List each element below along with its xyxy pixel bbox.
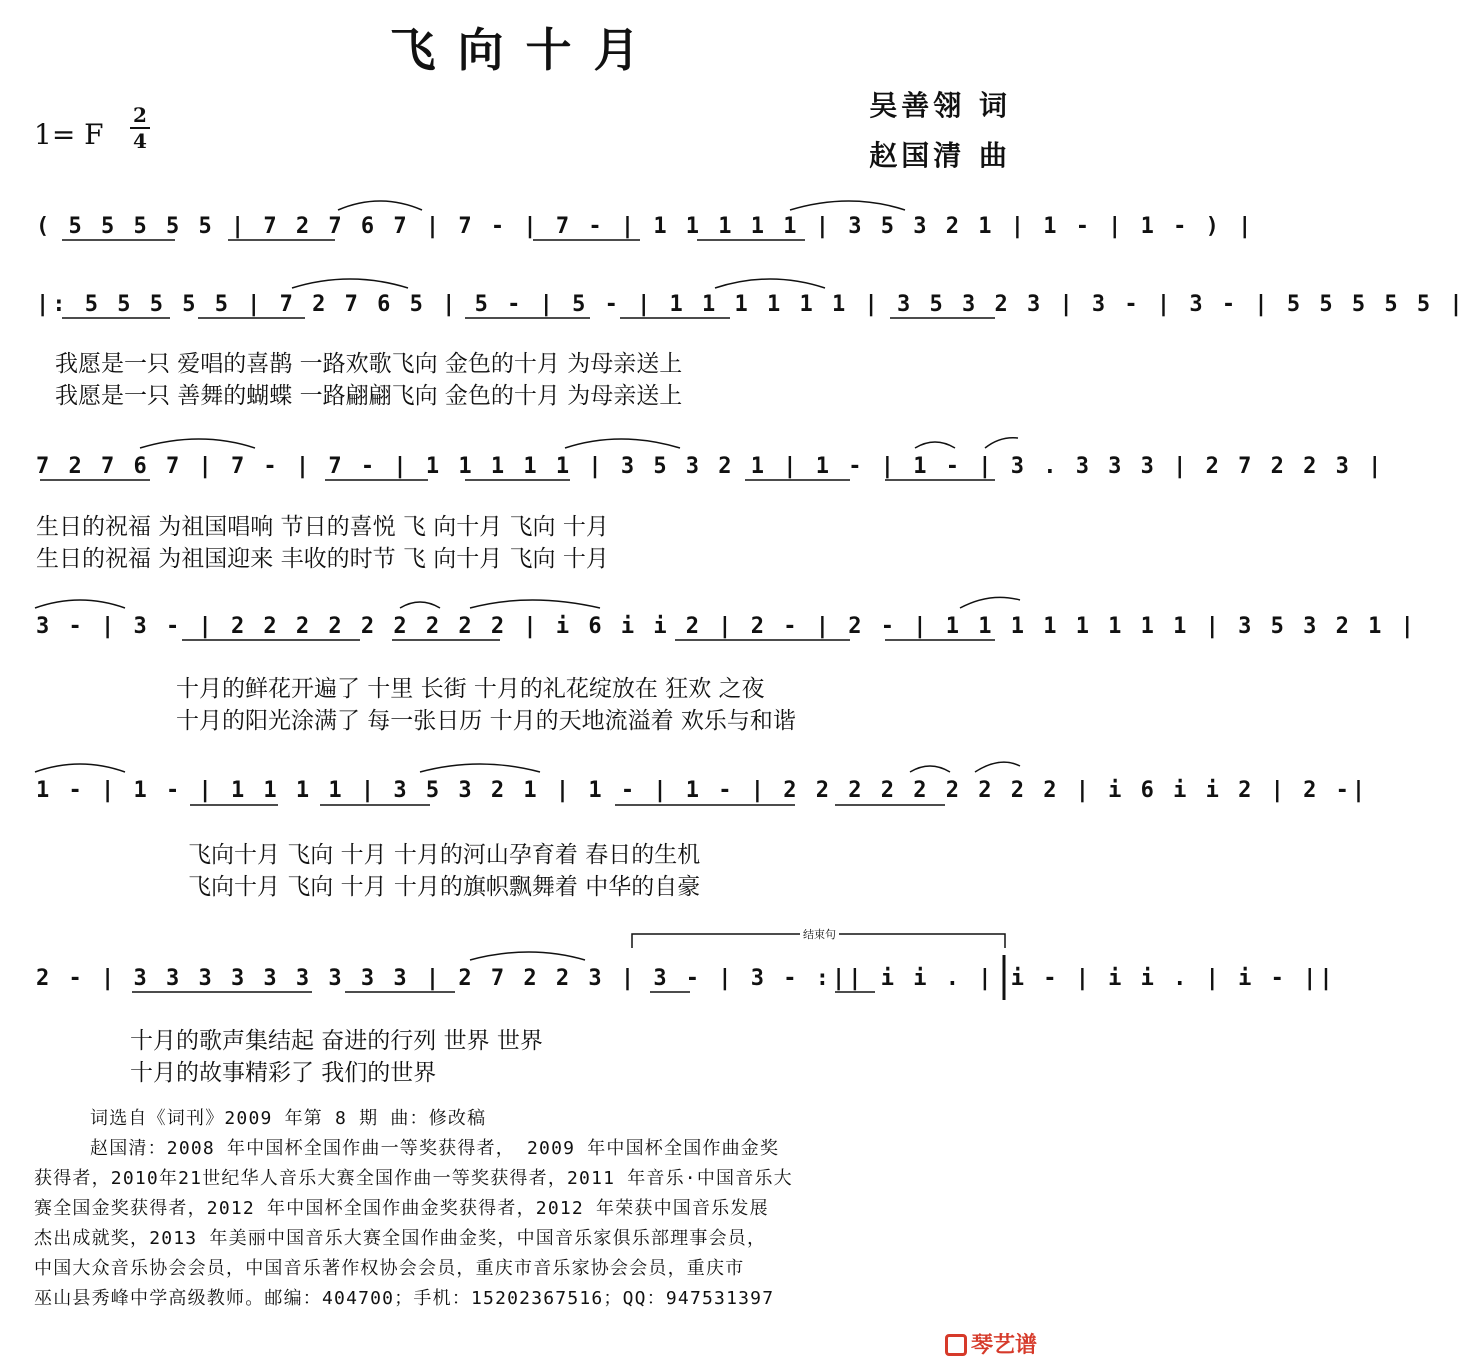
footer-bio-line-5: 中国大众音乐协会会员，中国音乐著作权协会会员，重庆市音乐家协会会员，重庆市	[34, 1258, 745, 1279]
footer-bio-line-2: 获得者，2010年21世纪华人音乐大赛全国作曲一等奖获得者，2011 年音乐·中国音乐大	[34, 1168, 793, 1189]
composer-credit: 赵国清 曲	[869, 139, 1011, 172]
lyrics-row-4-verse-1: 十月的鲜花开遍了 十里 长街 十月的礼花绽放在 狂欢 之夜	[176, 676, 765, 702]
lyrics-row-6-verse-1: 十月的歌声集结起 奋进的行列 世界 世界	[130, 1028, 543, 1054]
notation-row-6: 2 - | 3 3 3 3 3 3 3 3 3 | 2 7 2 2 3 | 3 - | 3 - :|| i i . | i - | i i . | i - ||	[36, 966, 1336, 991]
footer-contact: 巫山县秀峰中学高级教师。邮编：404700；手机：15202367516；QQ：947531397	[34, 1288, 775, 1309]
watermark	[945, 1328, 1037, 1359]
footer-bio-line-4: 杰出成就奖，2013 年美丽中国音乐大赛全国作曲金奖，中国音乐家俱乐部理事会员，	[34, 1228, 767, 1249]
footer-source: 词选自《词刊》2009 年第 8 期 曲：修改稿	[90, 1108, 487, 1129]
watermark-text: 琴艺谱	[970, 1333, 1037, 1358]
lyrics-row-3-verse-1: 生日的祝福 为祖国唱响 节日的喜悦 飞 向十月 飞向 十月	[36, 514, 609, 540]
lyrics-row-5-verse-1: 飞向十月 飞向 十月 十月的河山孕育着 春日的生机	[188, 842, 701, 868]
lyrics-row-2-verse-1: 我愿是一只 爱唱的喜鹊 一路欢歌飞向 金色的十月 为母亲送上	[55, 351, 683, 377]
lyrics-row-3-verse-2: 生日的祝福 为祖国迎来 丰收的时节 飞 向十月 飞向 十月	[36, 546, 609, 572]
time-signature-bottom: 4	[133, 129, 147, 153]
lyrics-row-6-verse-2: 十月的故事精彩了 我们的世界	[130, 1060, 437, 1086]
time-signature-top: 2	[133, 103, 147, 127]
notation-row-4: 3 - | 3 - | 2 2 2 2 2 2 2 2 2 | i 6 i i 2 | 2 - | 2 - | 1 1 1 1 1 1 1 1 | 3 5 3 2 1 |	[36, 614, 1417, 639]
lyrics-row-4-verse-2: 十月的阳光涂满了 每一张日历 十月的天地流溢着 欢乐与和谐	[176, 708, 796, 734]
lyrics-row-2-verse-2: 我愿是一只 善舞的蝴蝶 一路翩翩飞向 金色的十月 为母亲送上	[55, 383, 683, 409]
lyrics-row-5-verse-2: 飞向十月 飞向 十月 十月的旗帜飘舞着 中华的自豪	[188, 874, 701, 900]
qinyipu-logo-icon	[945, 1334, 967, 1356]
key-signature: 1= F	[34, 118, 104, 151]
page-title: 飞向十月	[389, 23, 662, 77]
lyricist-credit: 吴善翎 词	[869, 89, 1011, 122]
ending-label: 结束句	[800, 926, 839, 942]
notation-row-5: 1 - | 1 - | 1 1 1 1 | 3 5 3 2 1 | 1 - | 1 - | 2 2 2 2 2 2 2 2 2 | i 6 i i 2 | 2 -|	[36, 778, 1369, 803]
footer-bio-line-3: 赛全国金奖获得者，2012 年中国杯全国作曲金奖获得者，2012 年荣获中国音乐发展	[34, 1198, 769, 1219]
footer-bio-line-1: 赵国清：2008 年中国杯全国作曲一等奖获得者， 2009 年中国杯全国作曲金奖	[90, 1138, 780, 1159]
notation-row-1: ( 5 5 5 5 5 | 7 2 7 6 7 | 7 - | 7 - | 1 1 1 1 1 | 3 5 3 2 1 | 1 - | 1 - ) |	[36, 214, 1255, 239]
notation-row-2: |: 5 5 5 5 5 | 7 2 7 6 5 | 5 - | 5 - | 1 1 1 1 1 1 | 3 5 3 2 3 | 3 - | 3 - | 5 5 5 5 5 |	[36, 292, 1466, 317]
notation-row-3: 7 2 7 6 7 | 7 - | 7 - | 1 1 1 1 1 | 3 5 3 2 1 | 1 - | 1 - | 3 . 3 3 3 | 2 7 2 2 3 |	[36, 454, 1385, 479]
